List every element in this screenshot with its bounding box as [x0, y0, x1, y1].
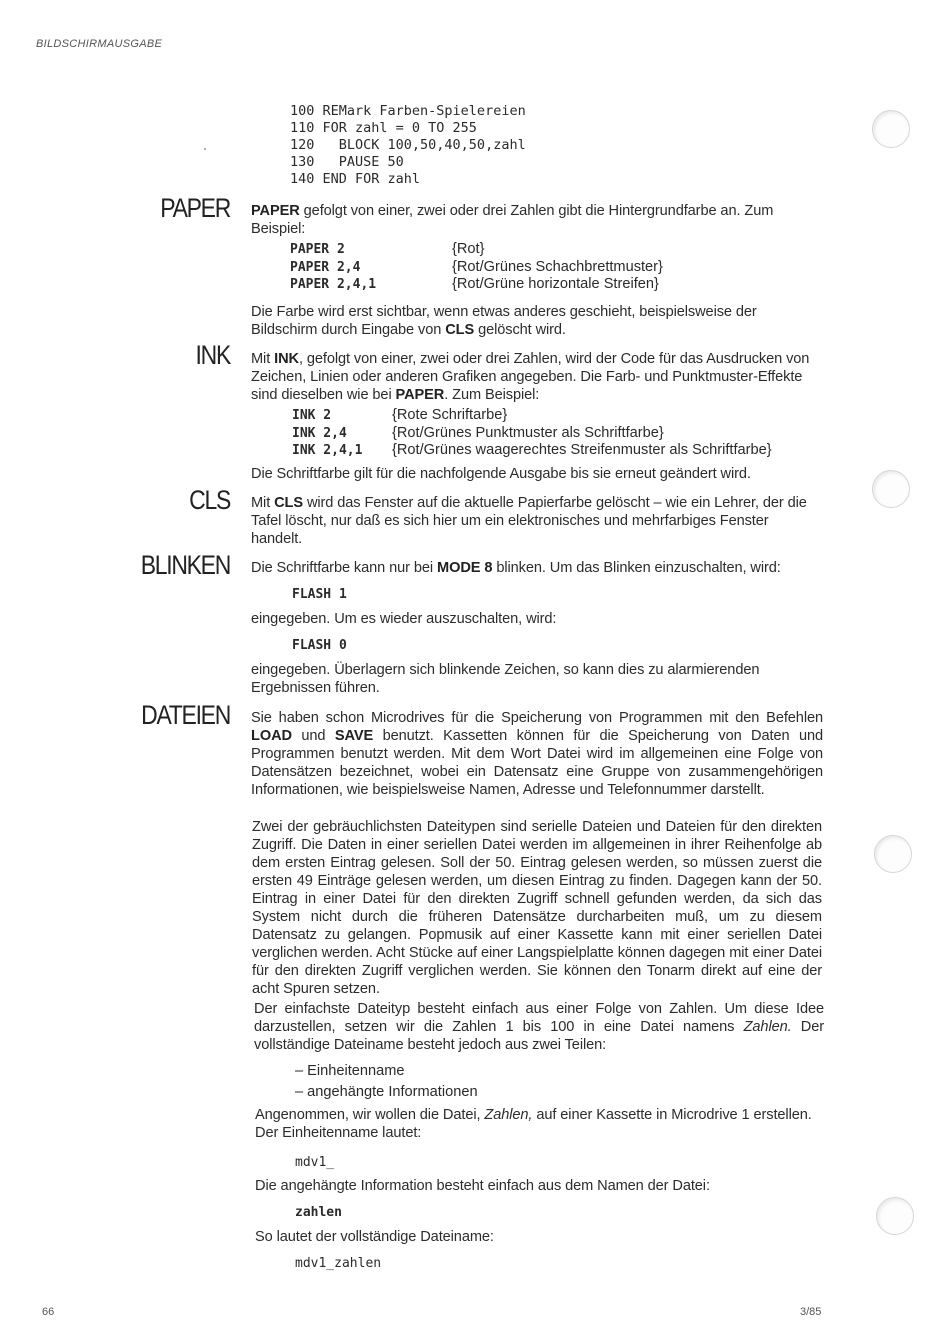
- section-heading-blinken: BLINKEN: [140, 550, 230, 580]
- binder-hole: [876, 1197, 914, 1235]
- dateien-para-2: Zwei der gebräuchlichsten Dateitypen sind serielle Dateien und Dateien für den direkten Zugriff. Die Daten in einer seriellen Datei werden im allgemeinen in ihrer Reihenfolge ab dem ersten Eintrag gelesen. Soll der 50. Eintrag gelesen werden, so müssen zuerst die ersten 49 Einträge gelesen werden, um diesen Eintrag zu finden. Dagegen kann der 50. Eintrag in einer Datei für den direkten Zugriff schnell gefunden werden, da sich das System nicht durch die früheren Datensätze durcharbeiten muß, um zu diesem Datensatz zu gelangen. Popmusik auf einer Kassette kann mit einer seriellen Datei verglichen werden. Acht Stücke auf einer Langspielplatte können dagegen mit einer Datei für den direkten Zugriff verglichen werden. Sie können den Tonarm direkt auf eine der acht Spuren setzen.: [252, 819, 822, 997]
- dateien-para-3: Der einfachste Dateityp besteht einfach aus einer Folge von Zahlen. Um diese Idee darzustellen, setzen wir die Zahlen 1 bis 100 in eine Datei namens Zahlen. Der vollständige Dateiname besteht jedoch aus zwei Teilen:: [254, 1001, 825, 1053]
- code-line: 110 FOR zahl = 0 TO 255: [290, 120, 477, 136]
- blinken-text-2: eingegeben. Um es wieder auszuschalten, wird:: [251, 611, 557, 627]
- code-device-name: mdv1_: [295, 1155, 335, 1170]
- example-row: PAPER 2,4 {Rot/Grünes Schachbrettmuster}: [290, 258, 663, 275]
- code-flash-off: FLASH 0: [292, 638, 347, 653]
- ink-intro: Mit INK, gefolgt von einer, zwei oder drei Zahlen, wird der Code für das Ausdrucken von Zeichen, Linien oder anderen Grafiken angegeben. Die Farb- und Punktmuster-Effekte sind dieselben wie bei PAPER. Zum Beispiel:: [251, 351, 810, 403]
- section-heading-paper: PAPER: [160, 193, 230, 223]
- code-listing: [290, 103, 526, 188]
- dateien-para-4: Angenommen, wir wollen die Datei, Zahlen, auf einer Kassette in Microdrive 1 erstellen. Der Einheitenname lautet:: [255, 1107, 812, 1141]
- list-item: – Einheitenname: [295, 1063, 405, 1079]
- code-filename: zahlen: [295, 1205, 342, 1220]
- example-row: PAPER 2,4,1 {Rot/Grüne horizontale Streifen}: [290, 276, 659, 292]
- ink-note: Die Schriftfarbe gilt für die nachfolgende Ausgabe bis sie erneut geändert wird.: [251, 466, 751, 482]
- section-heading-cls: CLS: [189, 485, 230, 515]
- binder-hole: [872, 470, 910, 508]
- list-item: – angehängte Informationen: [295, 1084, 478, 1100]
- code-line: 100 REMark Farben-Spielereien: [290, 103, 526, 119]
- dateien-para-6: So lautet der vollständige Dateiname:: [255, 1229, 494, 1245]
- example-row: INK 2 {Rote Schriftarbe}: [292, 407, 508, 423]
- blinken-text-1: Die Schriftfarbe kann nur bei MODE 8 blinken. Um das Blinken einzuschalten, wird:: [251, 560, 781, 576]
- section-heading-ink: INK: [195, 340, 230, 370]
- ink-examples: [292, 407, 772, 460]
- code-line: 140 END FOR zahl: [290, 171, 421, 187]
- paper-examples: [290, 241, 663, 294]
- dateien-list: [295, 1061, 478, 1102]
- dateien-para-5: Die angehängte Information besteht einfach aus dem Namen der Datei:: [255, 1178, 710, 1194]
- paper-intro: PAPER gefolgt von einer, zwei oder drei Zahlen gibt die Hintergrundfarbe an. Zum Beispiel:: [251, 203, 774, 237]
- paper-note: Die Farbe wird erst sichtbar, wenn etwas anderes geschieht, beispielsweise der Bildschirm durch Eingabe von CLS gelöscht wird.: [251, 304, 757, 338]
- stray-dot: [204, 148, 206, 150]
- blinken-text-3: eingegeben. Überlagern sich blinkende Zeichen, so kann dies zu alarmierenden Ergebnissen führen.: [251, 662, 760, 696]
- running-head: BILDSCHIRMAUSGABE: [36, 38, 163, 50]
- binder-hole: [872, 110, 910, 148]
- code-full-filename: mdv1_zahlen: [295, 1256, 382, 1271]
- cls-text: Mit CLS wird das Fenster auf die aktuelle Papierfarbe gelöscht – wie ein Lehrer, der die Tafel löscht, nur daß es sich hier um ein elektronisches und mehrfarbiges Fenster handelt.: [251, 495, 807, 547]
- example-row: INK 2,4 {Rot/Grünes Punktmuster als Schriftfarbe}: [292, 424, 664, 441]
- code-line: 120 BLOCK 100,50,40,50,zahl: [290, 137, 526, 153]
- dateien-para-1: Sie haben schon Microdrives für die Speicherung von Programmen mit den Befehlen LOAD und SAVE benutzt. Kassetten können für die Speicherung von Daten und Programmen benutzt werden. Mit dem Wort Datei wird im allgemeinen eine Folge von Datensätzen bezeichnet, wobei ein Datensatz eine Gruppe von zusammengehörigen Informationen, wie beispielsweise Namen, Adresse und Telefonnummer darstellt.: [251, 710, 823, 798]
- page-number: 66: [42, 1306, 55, 1318]
- footer-date: 3/85: [800, 1306, 822, 1318]
- example-row: INK 2,4,1 {Rot/Grünes waagerechtes Streifenmuster als Schriftfarbe}: [292, 442, 772, 458]
- binder-hole: [874, 835, 912, 873]
- section-heading-dateien: DATEIEN: [141, 700, 230, 730]
- example-row: PAPER 2 {Rot}: [290, 241, 485, 257]
- code-line: 130 PAUSE 50: [290, 154, 404, 170]
- code-flash-on: FLASH 1: [292, 587, 347, 602]
